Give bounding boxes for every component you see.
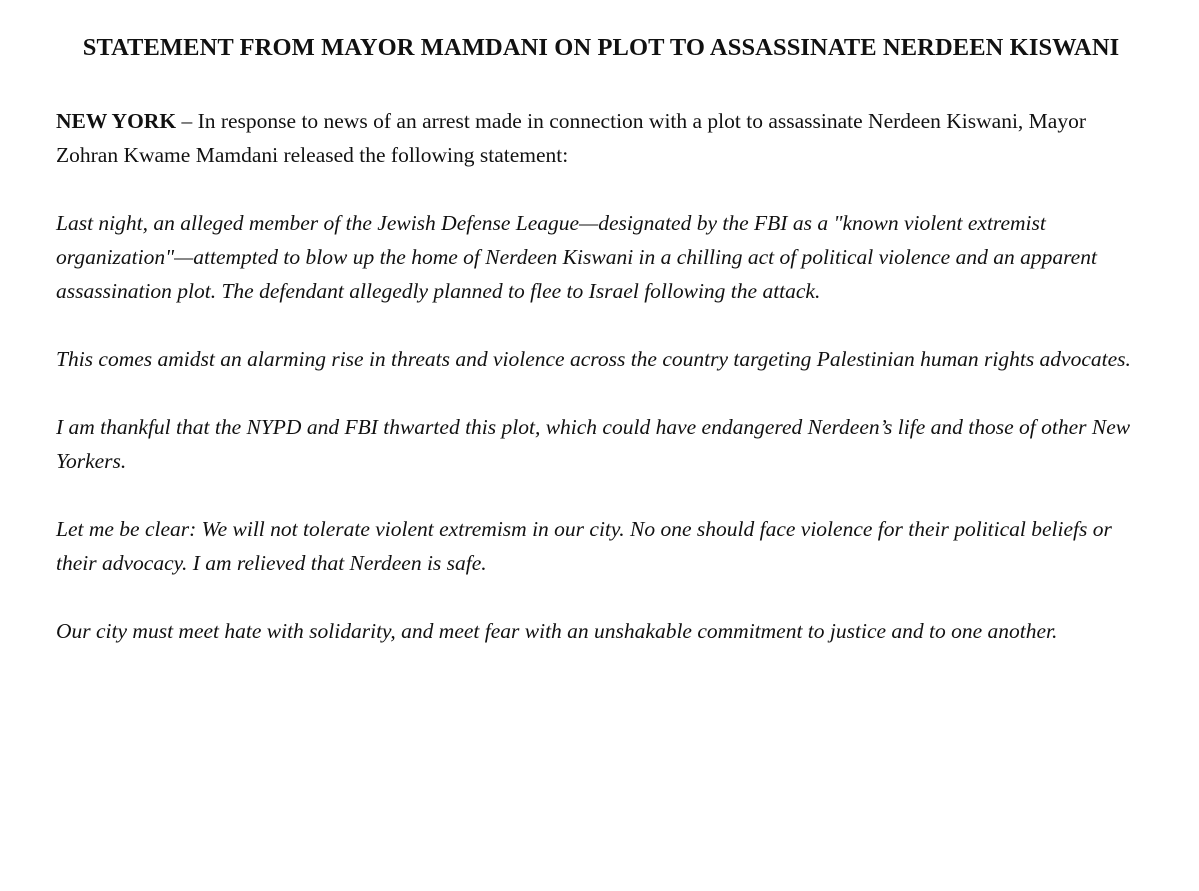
statement-paragraph-4: Let me be clear: We will not tolerate violent extremism in our city. No one should face violence for their political beliefs or their advocacy. I am relieved that Nerdeen is safe. [56, 517, 1112, 575]
lede-paragraph [56, 104, 1146, 172]
dateline-separator: – [176, 109, 198, 133]
statement-document [56, 26, 1146, 648]
statement-paragraph-2: This comes amidst an alarming rise in threats and violence across the country targeting Palestinian human rights advocates. [56, 347, 1131, 371]
statement-paragraph-1: Last night, an alleged member of the Jewish Defense League—designated by the FBI as a "known violent extremist organization"—attempted to blow up the home of Nerdeen Kiswani in a chilling act of political violence and an apparent assassination plot. The defendant allegedly planned to flee to Israel following the attack. [56, 211, 1097, 303]
dateline: NEW YORK [56, 109, 177, 133]
statement-title: STATEMENT FROM MAYOR MAMDANI ON PLOT TO ASSASSINATE NERDEEN KISWANI [82, 34, 1120, 61]
lede-text: In response to news of an arrest made in connection with a plot to assassinate Nerdeen Kiswani, Mayor Zohran Kwame Mamdani released the following statement: [56, 109, 1086, 167]
statement-paragraph-3: I am thankful that the NYPD and FBI thwarted this plot, which could have endangered Nerdeen’s life and those of other New Yorkers. [56, 415, 1131, 473]
statement-paragraph-5: Our city must meet hate with solidarity, and meet fear with an unshakable commitment to justice and to one another. [56, 619, 1058, 643]
